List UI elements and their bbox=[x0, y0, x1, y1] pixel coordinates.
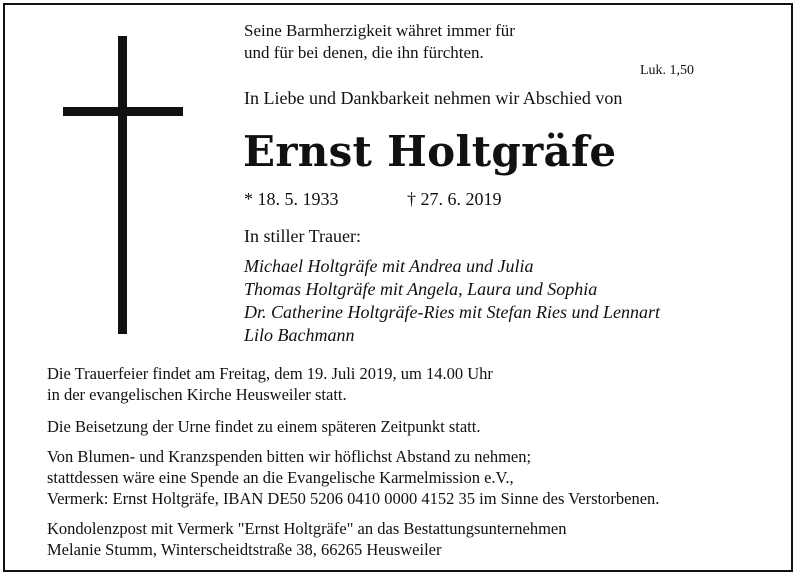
burial-info: Die Beisetzung der Urne findet zu einem späteren Zeitpunkt statt. bbox=[47, 417, 481, 436]
mourner-line: Thomas Holtgräfe mit Angela, Laura und Sophia bbox=[244, 279, 598, 299]
donation-line: Von Blumen- und Kranzspenden bitten wir höflichst Abstand zu nehmen; bbox=[47, 447, 532, 466]
mourners-list bbox=[244, 255, 660, 347]
verse-reference: Luk. 1,50 bbox=[640, 63, 695, 78]
funeral-line: in der evangelischen Kirche Heusweiler statt. bbox=[47, 385, 347, 404]
condolence-info bbox=[47, 518, 567, 560]
mourner-line: Dr. Catherine Holtgräfe-Ries mit Stefan Ries und Lennart bbox=[244, 302, 660, 322]
mourner-line: Michael Holtgräfe mit Andrea und Julia bbox=[244, 256, 534, 276]
deceased-name: Ernst Holtgräfe bbox=[243, 127, 617, 176]
cross-vertical-bar bbox=[118, 36, 127, 334]
donation-line: Vermerk: Ernst Holtgräfe, IBAN DE50 5206 0410 0000 4152 35 im Sinne des Verstorbenen. bbox=[47, 489, 660, 508]
bible-verse bbox=[244, 20, 515, 64]
condolence-line: Melanie Stumm, Winterscheidtstraße 38, 66265 Heusweiler bbox=[47, 540, 442, 559]
birth-date: * 18. 5. 1933 bbox=[244, 189, 339, 209]
donation-line: stattdessen wäre eine Spende an die Evangelische Karmelmission e.V., bbox=[47, 468, 514, 487]
donation-info bbox=[47, 446, 659, 509]
death-date: † 27. 6. 2019 bbox=[407, 189, 502, 209]
intro-text: In Liebe und Dankbarkeit nehmen wir Abschied von bbox=[244, 88, 623, 108]
cross-horizontal-bar bbox=[63, 107, 183, 116]
sorrow-heading: In stiller Trauer: bbox=[244, 226, 361, 246]
verse-line: und für bei denen, die ihn fürchten. bbox=[244, 43, 484, 62]
condolence-line: Kondolenzpost mit Vermerk "Ernst Holtgräfe" an das Bestattungsunternehmen bbox=[47, 519, 567, 538]
funeral-line: Die Trauerfeier findet am Freitag, dem 19. Juli 2019, um 14.00 Uhr bbox=[47, 364, 493, 383]
mourner-line: Lilo Bachmann bbox=[244, 325, 355, 345]
verse-line: Seine Barmherzigkeit währet immer für bbox=[244, 21, 515, 40]
funeral-info bbox=[47, 363, 493, 405]
